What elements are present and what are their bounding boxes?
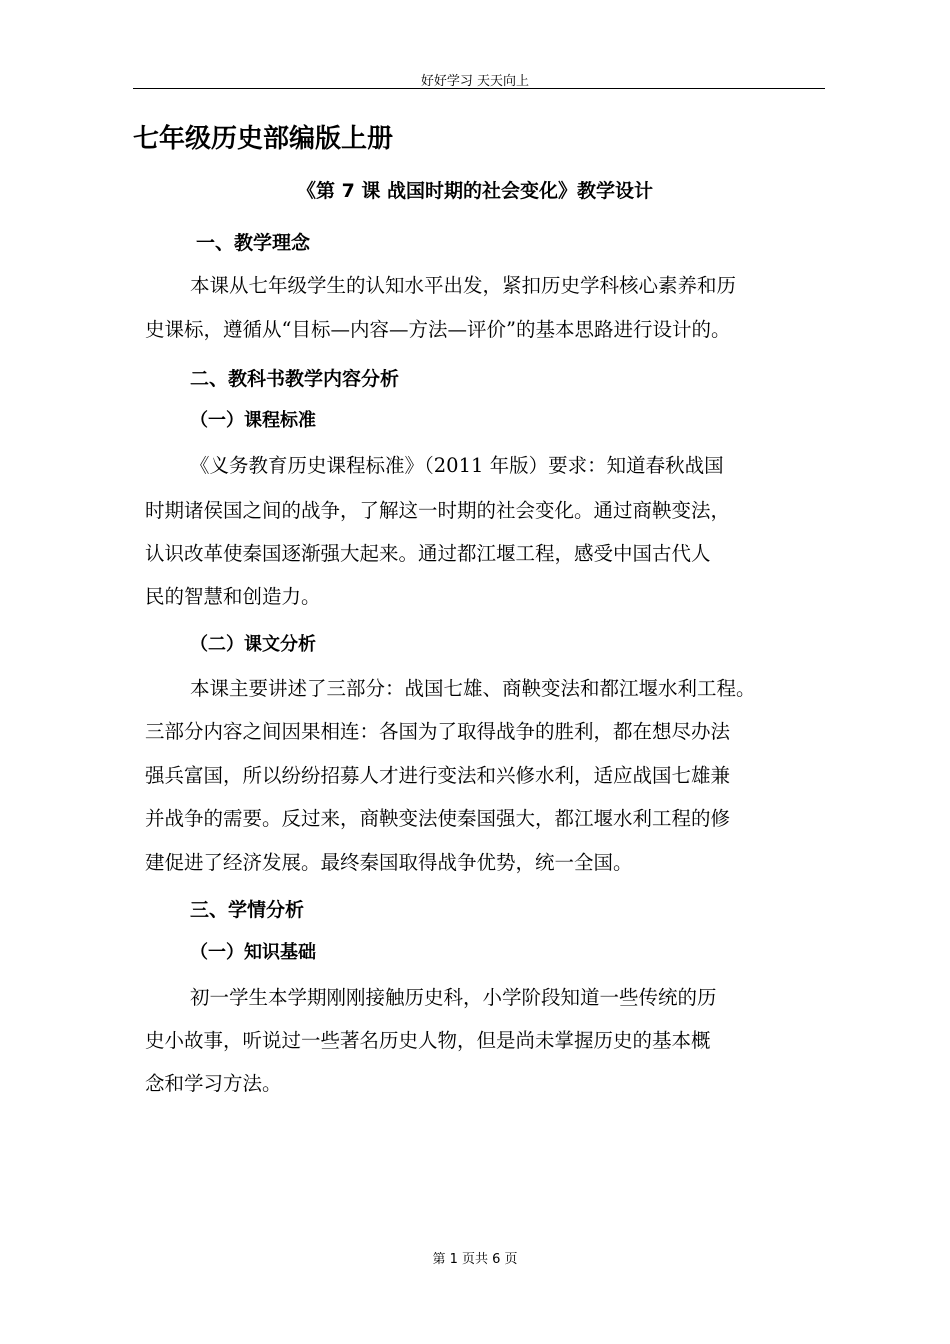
subsection-heading-knowledge-base: （一）知识基础 xyxy=(190,942,316,963)
paragraph-line: 本课主要讲述了三部分：战国七雄、商鞅变法和都江堰水利工程。 xyxy=(190,677,756,700)
document-subtitle: 《第 7 课 战国时期的社会变化》教学设计 xyxy=(296,180,654,202)
paragraph-line: 民的智慧和创造力。 xyxy=(145,585,321,608)
paragraph-line: 三部分内容之间因果相连：各国为了取得战争的胜利，都在想尽办法 xyxy=(145,720,731,743)
document-title: 七年级历史部编版上册 xyxy=(133,124,394,154)
paragraph-line: 史课标，遵循从“目标—内容—方法—评价”的基本思路进行设计的。 xyxy=(145,318,731,341)
paragraph-line: 念和学习方法。 xyxy=(145,1072,282,1095)
paragraph-line: 认识改革使秦国逐渐强大起来。通过都江堰工程，感受中国古代人 xyxy=(145,542,711,565)
page-header-text: 好好学习 天天向上 xyxy=(420,74,530,89)
paragraph-line: 史小故事，听说过一些著名历史人物，但是尚未掌握历史的基本概 xyxy=(145,1029,711,1052)
section-heading-teaching-philosophy: 一、教学理念 xyxy=(196,232,311,254)
paragraph-line: 强兵富国，所以纷纷招募人才进行变法和兴修水利，适应战国七雄兼 xyxy=(145,764,731,787)
paragraph-line: 《义务教育历史课程标准》（2011 年版）要求：知道春秋战国 xyxy=(190,454,724,477)
subsection-heading-text-analysis: （二）课文分析 xyxy=(190,634,316,655)
subsection-heading-curriculum-standard: （一）课程标准 xyxy=(190,410,316,431)
paragraph-line: 并战争的需要。反过来，商鞅变法使秦国强大，都江堰水利工程的修 xyxy=(145,807,731,830)
paragraph-line: 初一学生本学期刚刚接触历史科，小学阶段知道一些传统的历 xyxy=(190,986,717,1009)
section-heading-student-analysis: 三、学情分析 xyxy=(190,899,305,921)
paragraph-line: 本课从七年级学生的认知水平出发，紧扣历史学科核心素养和历 xyxy=(190,274,737,297)
page-number-footer: 第 1 页共 6 页 xyxy=(432,1252,518,1267)
header-divider xyxy=(133,88,825,89)
section-heading-textbook-analysis: 二、教科书教学内容分析 xyxy=(190,368,400,390)
paragraph-line: 时期诸侯国之间的战争，了解这一时期的社会变化。通过商鞅变法， xyxy=(145,499,731,522)
paragraph-line: 建促进了经济发展。最终秦国取得战争优势，统一全国。 xyxy=(145,851,633,874)
